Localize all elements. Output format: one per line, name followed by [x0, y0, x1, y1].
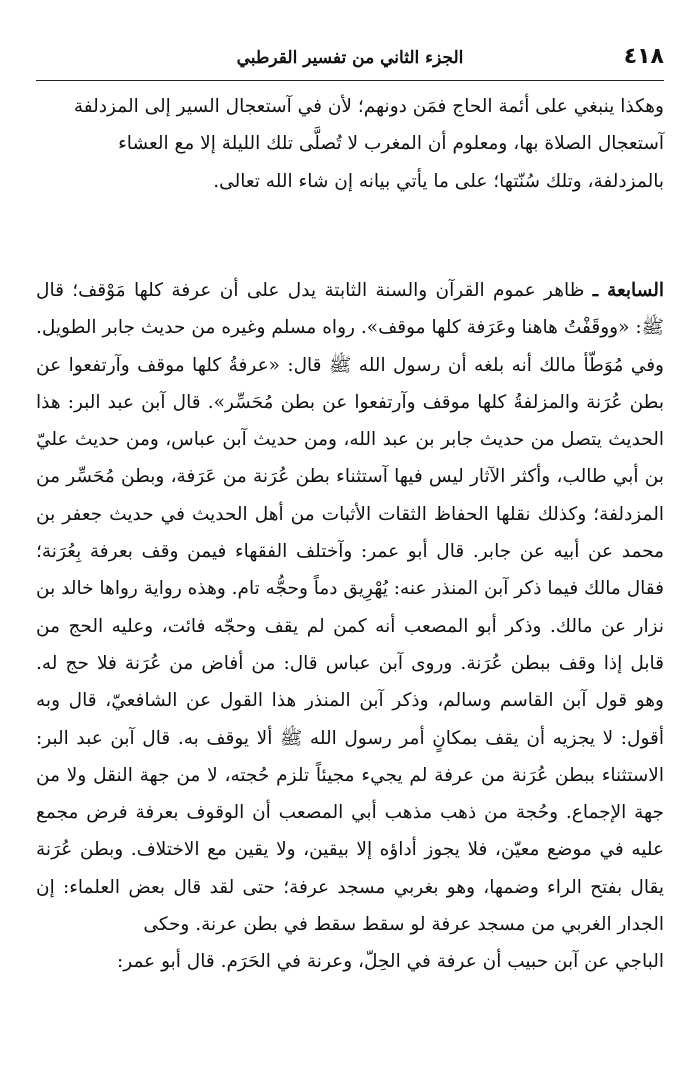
section-body: ظاهر عموم القرآن والسنة الثابتة يدل على أن عرفة كلها مَوْقف؛ قال ﷺ: «ووقَفْتُ هاهنا وعَرَفة كلها موقف». رواه مسلم وغيره من حديث جابر الطويل. وفي مُوَطّأ مالك أنه بلغه أن رسول الله ﷺ قال: «عرفةُ كلها موقف وآرتفعوا عن بطن عُرَنة والمزلفةُ كلها موقف وآرتفعوا عن بطن مُحَسِّر». قال آبن عبد البر: هذا الحديث يتصل من حديث جابر بن عبد الله، ومن حديث آبن عباس، ومن حديث عليّ بن أبي طالب، وأكثر الآثار ليس فيها آستثناء بطن عُرَنة من عَرَفة، وبطن مُحَسِّر من المزدلفة؛ وكذلك نقلها الحفاظ الثقات الأثبات من أهل الحديث في حديث جعفر بن محمد عن أبيه عن جابر. قال أبو عمر: وآختلف الفقهاء فيمن وقف بعرفة بِعُرَنة؛ فقال مالك فيما ذكر آبن المنذر عنه: يُهْرِيق دماً وحجُّه تام. وهذه رواية رواها خالد بن نزار عن مالك. وذكر أبو المصعب أنه كمن لم يقف وحجّه فائت، وعليه الحج من قابل إذا وقف ببطن عُرَنة. وروى آبن عباس قال: من أفاض من عُرَنة فلا حج له. وهو قول آبن القاسم وسالم، وذكر آبن المنذر هذا القول عن الشافعيّ، قال وبه أقول: لا يجزيه أن يقف بمكانٍ أمر رسول الله ﷺ ألا يوقف به. قال آبن عبد البر: الاستثناء ببطن عُرَنة من عرفة لم يجيء مجيئاً تلزم حُجته، لا من جهة النقل ولا من جهة الإجماع. وحُجة من ذهب مذهب أبي المصعب أن الوقوف بعرفة فرض مجمع عليه في موضع معيّن، فلا يجوز أداؤه إلا بيقين، ولا يقين مع الاختلاف. وبطن عُرَنة يقال بفتح الراء وضمها، وهو بغربي مسجد عرفة؛ حتى لقد قال بعض العلماء: إن الجدار الغربي من مسجد عرفة لو سقط سقط في بطن عرنة. وحكى — [36, 280, 664, 936]
intro-paragraph: وهكذا ينبغي على أئمة الحاج فمَن دونهم؛ لأن في آستعجال السير إلى المزدلفة آستعجال الصلاة بها، ومعلوم أن المغرب لا تُصلَّى تلك الليلة إلا مع العشاء بالمزدلفة، وتلك سُنّتها؛ على ما يأتي بيانه إن شاء الله تعالى. — [73, 96, 664, 192]
section-paragraph — [36, 272, 664, 943]
section-seventh — [36, 272, 664, 981]
header-divider — [36, 80, 664, 81]
page-number: ٤١٨ — [623, 44, 664, 69]
section-heading: السابعة ـ — [592, 280, 664, 301]
intro-paragraph-block — [36, 88, 664, 200]
section-last-line: الباجي عن آبن حبيب أن عرفة في الحِلّ، وعرنة في الحَرَم. قال أبو عمر: — [117, 951, 664, 973]
page-header — [36, 44, 664, 78]
running-title: الجزء الثاني من تفسير القرطبي — [236, 48, 464, 68]
